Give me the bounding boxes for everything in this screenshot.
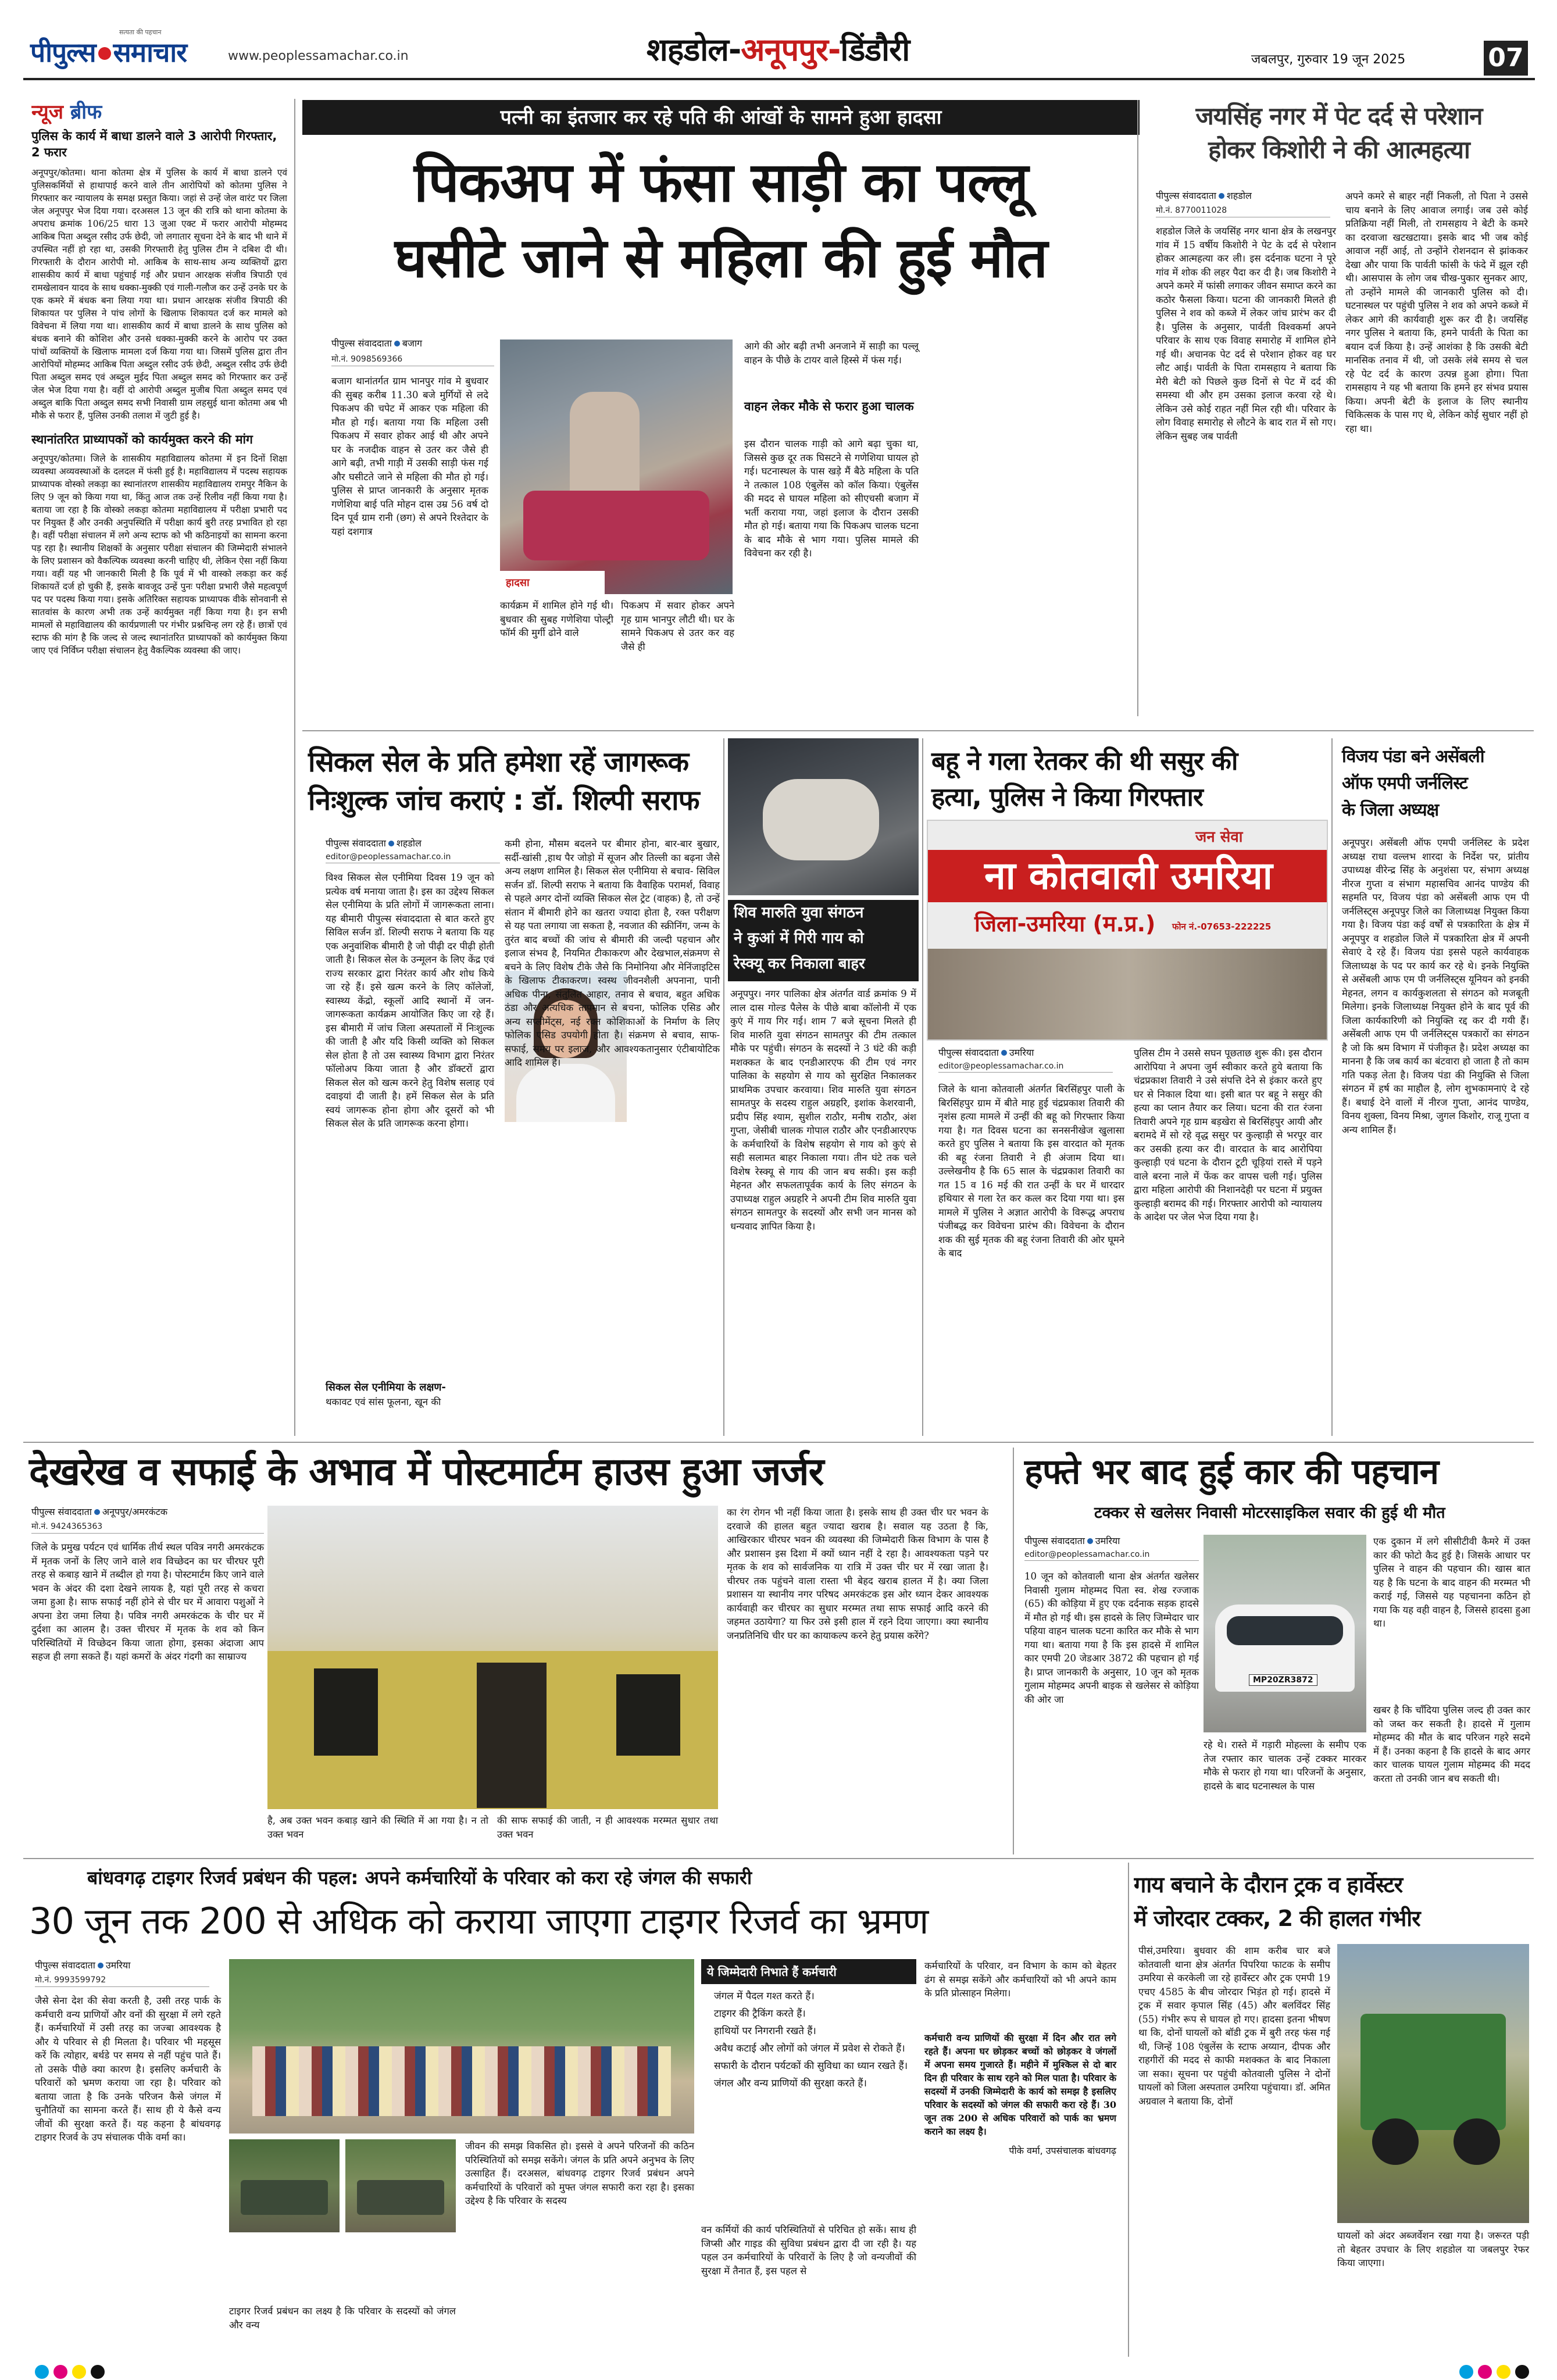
car-body-3: एक दुकान में लगे सीसीटीवी कैमरे में उक्त कार की फोटो कैद हुई है। जिसके आधार पर पुलिस ने वाहन की पहचान की। खास बात यह है कि घटना के बाद वाहन की मरम्मत भी कराई गई, जिससे यह पहचानना कठिन हो गया कि यह वही वाहन है, जिससे हादसा हुआ था। bbox=[1373, 1536, 1530, 1629]
cow-photo bbox=[728, 738, 919, 895]
brief-head-2: स्थानांतरित प्राध्यापकों को कार्यमुक्त करने की मांग bbox=[31, 433, 253, 446]
yellow-dot-icon bbox=[1497, 2365, 1510, 2379]
car-headline: हफ्ते भर बाद हुई कार की पहचान bbox=[1024, 1452, 1439, 1492]
bullet-icon bbox=[1219, 193, 1224, 199]
murder-body-1: जिले के थाना कोतवाली अंतर्गत बिरसिंहपुर पाली के बिरसिंहपुर ग्राम में बीते माह हुई चंद्रप्रकाश तिवारी की नृशंस हत्या मामले में उन्हीं की बहू को गिरफ्तार किया गया है। गत दिवस घटना का सनसनीखेज खुलासा करते हुए पुलिस ने बताया कि इस वारदात को मृतक की बहू रंजना तिवारी ने ही अंजाम दिया था। उल्लेखनीय है कि 65 साल के चंद्रप्रकाश तिवारी का गत 15 व 16 मई की रात उन्हीं के घर में धारदार हथियार से गला रेत कर कत्ल कर दिया गया था। इस मामले में पुलिस ने अज्ञात आरोपी के विरूद्ध अपराध पंजीबद्ध कर विवेचना प्रारंभ की। विवेचना के दौरान शक की सुई मृतक की बहू रंजना तिवारी की ओर घूमने के बाद bbox=[938, 1084, 1124, 1259]
vijay-headline-1: विजय पंडा बने असेंबली bbox=[1342, 746, 1484, 767]
bandhavgarh-body-5: कर्मचारियों के परिवार, वन विभाग के काम को बेहतर ढंग से समझ सकेंगे और कर्मचारियों को भी अपने काम के प्रति प्रोत्साहन मिलेगा। bbox=[924, 1960, 1116, 1999]
magenta-dot-icon bbox=[1478, 2365, 1492, 2379]
col-rule bbox=[1128, 1863, 1129, 2357]
family-photo bbox=[229, 1959, 694, 2134]
story-vijay bbox=[1336, 738, 1534, 1436]
pickup-photo bbox=[500, 340, 733, 594]
murder-headline-2: हत्या, पुलिस ने किया गिरफ्तार bbox=[931, 782, 1203, 812]
postmortem-headline: देखरेख व सफाई के अभाव में पोस्टमार्टम हाउस हुआ जर्जर bbox=[29, 1449, 824, 1494]
cyan-dot-icon bbox=[1459, 2365, 1473, 2379]
sickle-byline bbox=[326, 837, 500, 850]
cow-headline-1: शिव मारुति युवा संगठन bbox=[734, 904, 864, 921]
col-rule bbox=[1331, 738, 1333, 1436]
brief-label bbox=[31, 98, 287, 124]
black-dot-icon bbox=[1515, 2365, 1529, 2379]
group-shape bbox=[252, 2046, 671, 2116]
duty-item: सफारी के दौरान पर्यटकों की सुविधा का ध्यान रखते हैं। bbox=[714, 2060, 908, 2072]
cow-shape bbox=[763, 779, 879, 860]
bullet-icon bbox=[1087, 1538, 1093, 1544]
car-email: editor@peoplessamachar.co.in bbox=[1024, 1550, 1199, 1561]
col-rule bbox=[294, 99, 295, 1436]
car-byline bbox=[1024, 1535, 1199, 1548]
print-marks bbox=[0, 2363, 1557, 2380]
bullet-icon bbox=[94, 1509, 100, 1515]
bullet-icon bbox=[1001, 1050, 1007, 1056]
byline-name: पीपुल्स संवाददाता bbox=[326, 838, 386, 849]
sickle-email: editor@peoplessamachar.co.in bbox=[326, 852, 500, 863]
board-top-text: जन सेवा bbox=[1195, 828, 1243, 846]
duty-item: हाथियों पर निगरानी रखते हैं। bbox=[714, 2025, 816, 2037]
suicide-body-2: अपने कमरे से बाहर नहीं निकली, तो पिता ने उससे चाय बनाने के लिए आवाज लगाई। जब उसे कोई प्रतिक्रिया नहीं मिली, तो रामसहाय ने बेटी के कमरे का दरवाजा खटखटाया। इसके बाद भी जब कोई आवाज नहीं आई, तो उन्होंने रोशनदान से झांककर देखा और पाया कि पार्वती फांसी के फंदे में झूल रही थी। आसपास के लोग जब चीख-पुकार सुनकर आए, तो उन्होंने मामले की जानकारी पुलिस को दी। घटनास्थल पर पहुंची पुलिस ने शव को अपने कब्जे में लेकर आगे की कार्यवाही शुरू कर दी है। जयसिंह नगर पुलिस ने बताया कि, हमने पार्वती के पिता का बयान दर्ज किया है। उन्हें आशंका है कि उसकी बेटी मानसिक तनाव में थी, जो उसके लंबे समय से चल रहे पेट दर्द के कारण उत्पन्न हुआ होगा। पिता रामसहाय ने यह भी बताया कि हमने हर संभव प्रयास किया। अपनी बेटी के इलाज के लिए स्थानीय चिकित्सक के पास गए थे, लेकिन कोई सुधार नहीं हो रहा था। bbox=[1345, 191, 1528, 434]
board-sub-text: जिला-उमरिया (म.प्र.) bbox=[974, 911, 1156, 937]
car-body-1: 10 जून को कोतवाली थाना क्षेत्र अंतर्गत खलेसर निवासी गुलाम मोहम्मद पिता स्व. शेख रज्जाक (65) की कोड़िया में हुए एक दर्दनाक सड़क हादसे में मौत हो गई थी। इस हादसे के लिए जिम्मेदार चार पहिया वाहन चालक घटना कारित कर मौके से भाग गया था। बताया गया है कि इस हादसे में शामिल कार एमपी 20 जेडआर 3872 की पहचान हो गई है। प्राप्त जानकारी के अनुसार, 10 जून को मृतक गुलाम मोहम्मद अपनी बाइक से खलेसर से कोड़िया की ओर जा bbox=[1024, 1571, 1199, 1705]
bed-shape bbox=[523, 491, 709, 560]
magenta-dot-icon bbox=[53, 2365, 67, 2379]
wheel-shape bbox=[1372, 2118, 1419, 2165]
byline-place: शहडोल bbox=[1226, 190, 1252, 201]
harvester-shape bbox=[1360, 2014, 1506, 2130]
pickup-body-4b: इस दौरान चालक गाड़ी को आगे बढ़ा चुका था, जिससे कुछ दूर तक घिसटने से गणेशिया घायल हो गई। घटनास्थल के पास खड़े मैं बैठे महिला के पति ने तत्काल 108 एंबुलेंस को कॉल किया। एंबुलेंस की मदद से घायल महिला को सीएचसी बजाग में भर्ती कराया गया, जहां इलाज के दौरान उसकी मौत हो गई। बताया गया कि पिकअप चालक घटना के बाद मौके से भाग गया। पुलिस मामले की विवेचना कर रही है। bbox=[744, 438, 919, 559]
page-number: 07 bbox=[1484, 41, 1528, 76]
bandhavgarh-kicker: बांधवगढ़ टाइगर रिजर्व प्रबंधन की पहल: अपने कर्मचारियों के परिवार को करा रहे जंगल की सफारी bbox=[87, 1867, 752, 1889]
pickup-body-1: बजाग थानांतर्गत ग्राम भानपुर गांव मे बुधवार की सुबह करीब 11.30 बजे मुर्गियों से लदे पिकअप की चपेट में आकर एक महिला की मौत हो गई। बताया गया कि महिला उसी पिकअप में सवार होकर आई थी और अपने घर के नजदीक वाहन से उतर कर जैसे ही आगे बढ़ी, तभी गाड़ी में उसकी साड़ी फंस गई और घसीटते जाने से महिला की मौत हो गई। पुलिस से प्राप्त जानकारी के अनुसार मृतक गणेशिया बाई पति मोहन दास उम्र 56 वर्ष दो दिन पूर्व ग्राम रानी (छग) से अपने रिश्तेदार के यहां दशगात्र bbox=[331, 376, 488, 537]
vijay-headline-2: ऑफ एमपी जर्नलिस्ट bbox=[1342, 773, 1467, 794]
byline-place: उमरिया bbox=[1095, 1535, 1120, 1546]
byline-name: पीपुल्स संवाददाता bbox=[938, 1047, 999, 1058]
postmortem-caption-2: की साफ सफाई की जाती, न ही आवश्यक मरम्मत सुधार तथा उक्त भवन bbox=[497, 1815, 718, 1840]
col-rule bbox=[723, 738, 724, 1436]
jeep-photo-2 bbox=[345, 2139, 456, 2232]
brief-body-1: अनूपपुर/कोतमा। थाना कोतमा क्षेत्र में पुलिस के कार्य में बाधा डालने एवं पुलिसकर्मियों से हाथापाई करने वाले तीन आरोपियों को कोतमा पुलिस ने गिरफ्तार कर न्यायालय के समक्ष प्रस्तुत किया। जहां से उन्हें जेल वारंट पर जिला जेल अनूपपुर भेज दिया गया। दरअसल 13 जून की रात्रि को थाना कोतमा के अपराध क्रमांक 106/25 धारा 13 जुआ एक्ट में फरार आरोपी मोहम्मद आकिब पिता अब्दुल रसीद उर्फ छेदी, जो लगातार सूचना देने के बाद भी थाने में उपस्थित नहीं हो रहा था, उसकी गिरफ्तारी हेतु पुलिस टीम ने दबिश दी थी। गिरफ्तारी के दौरान आरोपी मो. आकिब के साथ-साथ अन्य व्यक्तियों द्वारा शासकीय कार्य में बाधा पहुंचाई गई और प्रधान आरक्षक संजीव त्रिपाठी एवं रामखेलावन यादव के साथ धक्का-मुक्की एवं गाली-गलौज कर उन्हें उनके घर के एक कमरे में बंधक बना लिया गया था। प्रधान आरक्षक संजीव त्रिपाठी की शिकायत पर पुलिस ने पांच लोगों के खिलाफ शिकायत दर्ज कर मामले को विवेचना में लिया गया था। शासकीय कार्य में बाधा डालने के साथ पुलिस को बंधक बनाने की कोशिश और उनसे धक्का-मुक्की करने के आरोप पर उक्त पांचों व्यक्तियों के खिलाफ मामला दर्ज किया गया था। जिसमें पुलिस द्वारा तीन आरोपियों मोहम्मद आकिब पिता अब्दुल रसीद उर्फ छेदी, अब्दुल रसीद उर्फ छेदी पिता अब्दुल समद एवं अब्दुल मुईद पिता अब्दुल समद को गिरफ्तार कर उन्हें जेल भेज दिया गया है। वहीं दो आरोपी अब्दुल मुजीब पिता अब्दुल समद एवं अब्दुल बाकि पिता अब्दुल समद सभी निवासी ग्राम लहसुई थाना कोतमा अब भी मौके से फरार हैं, पुलिस उनकी तलाश में जुटी हुई है। bbox=[31, 167, 287, 421]
board-main-text: ना कोतवाली उमरिया bbox=[928, 850, 1328, 902]
bandhavgarh-body-1: जैसे सेना देश की सेवा करती है, उसी तरह पार्क के कर्मचारी वन्य प्राणियों और वनों की सुरक्षा में लगे रहते हैं। कर्मचारियों में उसी तरह का जज्बा आवश्यक है और ये परिवार से ही मिलता है। परिवार भी महसूस करें कि त्योहार, बर्थडे पर समय से नहीं पहुंच पाते हैं। तो उसके पीछे क्या कारण है। इसलिए कर्मचारी के परिवारों को भ्रमण कराया जा रहा है। परिवार को बताया जाता है कि उनके परिजन कैसे जंगल में चुनौतियों का सामना करते हैं। साथ ही ये कैसे वन्य जीवों की सुरक्षा करते हैं। यह कहना है बांधवगढ़ टाइगर रिजर्व के उप संचालक पीके वर्मा का। bbox=[35, 1995, 221, 2143]
suicide-body-1: शहडोल जिले के जयसिंह नगर थाना क्षेत्र के लखनपुर गांव में 15 वर्षीय किशोरी ने पेट के दर्द से परेशान होकर आत्महत्या कर ली। इस दर्दनाक घटना ने पूरे गांव में शोक की लहर पैदा कर दी है। जब किशोरी ने अपने कमरे में फांसी लगाकर जीवन समाप्त करने का कठोर फैसला किया। घटना की जानकारी मिलते ही पुलिस ने शव को कब्जे में लेकर जांच प्रारंभ कर दी है। पुलिस के अनुसार, पार्वती विश्वकर्मा अपने परिवार के साथ एक विवाह समारोह में शामिल होने गई थी। अचानक पेट दर्द से परेशान होकर वह घर लौट आई। पार्वती के पिता रामसहाय ने बताया कि मेरी बेटी को पिछले कुछ दिनों से पेट में दर्द की समस्या थी और हम उसका इलाज करवा रहे थे। लेकिन उसे कोई राहत नहीं मिल रही थी। परिवार के लोग विवाह समारोह से लौटने के बाद रात में सो गए। लेकिन सुबह जब पार्वती bbox=[1156, 226, 1336, 442]
duty-item: अवैध कटाई और लोगों को जंगल में प्रवेश से रोकते हैं। bbox=[714, 2043, 905, 2054]
story-harvester bbox=[1134, 1863, 1534, 2357]
bullet-icon bbox=[394, 341, 400, 346]
suicide-headline-1: जयसिंह नगर में पेट दर्द से परेशान bbox=[1195, 102, 1483, 130]
col-rule bbox=[922, 738, 923, 1436]
byline-name: पीपुल्स संवाददाता bbox=[331, 338, 392, 349]
pickup-body-4a: आगे की ओर बढ़ी तभी अनजाने में साड़ी का पल्लू वाहन के पीछे के टायर वाले हिस्से में फंस गई। bbox=[744, 341, 919, 366]
masthead bbox=[0, 0, 1557, 81]
pickup-headline-1: पिकअप में फंसा साड़ी का पल्लू bbox=[414, 151, 1028, 215]
cow-headline-box bbox=[728, 900, 919, 981]
news-brief bbox=[31, 98, 287, 1441]
pickup-mobile: मो.नं. 9098569366 bbox=[331, 353, 494, 366]
story-postmortem bbox=[23, 1448, 1023, 1854]
duty-list bbox=[701, 1988, 916, 2092]
sickle-subhead: सिकल सेल एनीमिया के लक्षण- bbox=[326, 1381, 446, 1393]
postmortem-caption-1: है, अब उक्त भवन कबाड़ खाने की स्थिति में आ गया है। न तो उक्त भवन bbox=[267, 1815, 488, 1840]
masthead-rule bbox=[23, 78, 1535, 80]
story-sickle bbox=[302, 738, 721, 1436]
harvester-photo bbox=[1337, 1944, 1529, 2223]
row-rule bbox=[23, 1858, 1534, 1859]
brief-body-2: अनूपपुर/कोतमा। जिले के शासकीय महाविद्यालय कोतमा में इन दिनों शिक्षा व्यवस्था अव्यवस्थाओं के दलदल में फंसी हुई है। महाविद्यालय में पदस्थ सहायक प्राध्यापक वोस्को लकड़ा का स्थानांतरण शासकीय महाविद्यालय रामपुर नैकिन के लिए 9 जून को किया गया था, किंतु आज तक उन्हें रिलीव नहीं किया गया है। बताया जा रहा है कि वोस्को लकड़ा कोतमा महाविद्यालय में परीक्षा प्रभारी पद पर नियुक्त हैं और उनकी अनुपस्थिति में परीक्षा कार्य बुरी तरह प्रभावित हो रहा है। वहीं परीक्षा संचालन में लगे अन्य स्टाफ को भी कठिनाइयों का सामना करना पड़ रहा है। स्थानीय शिक्षकों के अनुसार परीक्षा संचालन की जिम्मेदारी संभालने के लिए प्रशासन को वैकल्पिक व्यवस्था करनी चाहिए थी, लेकिन ऐसा नहीं किया गया। वहीं यह भी जानकारी मिली है कि पूर्व में भी वास्को लकड़ा कर कई शिकायतें दर्ज हो चुकी हैं, इसके बावजूद उन्हें पुनः परीक्षा प्रभारी जैसे महत्वपूर्ण पद पर पदस्थ किया गया। इसके अतिरिक्त सहायक प्राध्यापक वीके सोनवानी से सातवांस के कारण अभी तक उन्हें कार्यमुक्त नहीं किया गया है। इन सभी मामलों से महाविद्यालय की कार्यप्रणाली पर गंभीर प्रश्नचिन्ह लग रहे हैं। छात्रों एवं स्टाफ की मांग है कि जल्द से जल्द स्थानांतरित प्राध्यापकों को कार्यमुक्त किया जाए एवं निर्विघ्न परीक्षा संचालन हेतु वैकल्पिक व्यवस्था की जाए। bbox=[31, 453, 287, 656]
byline-place: उमरिया bbox=[1009, 1047, 1034, 1058]
bandhavgarh-body-3: टाइगर रिजर्व प्रबंधन का लक्ष्य है कि परिवार के सदस्यों को जंगल और वन्य bbox=[229, 2306, 456, 2331]
duty-item: टाइगर की ट्रैकिंग करते हैं। bbox=[714, 2008, 806, 2020]
cow-body: अनूपपुर। नगर पालिका क्षेत्र अंतर्गत वार्ड क्रमांक 9 में लाल दास गोल्ड पैलेस के पीछे बाबा कॉलोनी में एक कुएं में गाय गिर गई। शाम 7 बजे सूचना मिलते ही शिव मारुति युवा संगठन सामतपुर की टीम तत्काल मौके पर पहुंची। संगठन के सदस्यों ने 3 घंटे की कड़ी मशक्कत के बाद एनडीआरएफ की टीम एवं नगर पालिका के सहयोग से गाय को सुरक्षित निकालकर प्राथमिक उपचार करवाया। शिव मारुति युवा संगठन सामतपुर के सदस्य राहुल अग्रहरि, इशांक केशरवानी, प्रदीप सिंह श्याम, सुशील राठौर, मनीष राठौर, अंश गुप्ता, जेसीबी चालक गोपाल राठौर और एनडीआरएफ के कर्मचारियों के विशेष सहयोग से गाय को कुएं से सही सलामत बाहर निकाला गया। तीन घंटे तक चले विशेष रेस्क्यू से गाय की जान बच सकी। इस कड़ी मेहनत और सफलतापूर्वक कार्य के लिए संगठन के उपाध्यक्ष राहुल अग्रहरि ने अपनी टीम शिव मारुति युवा संगठन सामतपुर के सदस्यों और सभी जन मानस को धन्यवाद ज्ञापित किया है। bbox=[730, 988, 916, 1232]
pickup-kicker: पत्नी का इंतजार कर रहे पति की आंखों के सामने हुआ हादसा bbox=[302, 100, 1140, 135]
yellow-dot-icon bbox=[72, 2365, 86, 2379]
car-body-2: रहे थे। रास्ते में गड़ारी मोहल्ला के समीप एक तेज रफ्तार कार चालक उन्हें टक्कर मारकर मौके से फरार हो गया था। परिजनों के अनुसार, हादसे के बाद घटनास्थल के पास bbox=[1204, 1739, 1366, 1792]
postmortem-body-1: जिले के प्रमुख पर्यटन एवं धार्मिक तीर्थ स्थल पवित्र नगरी अमरकंटक में मृतक जनों के लिए जाने वाले शव विच्छेदन का घर चीरघर पूरी तरह से कबाड़ खाने में तब्दील हो गया है। पोस्टमार्टम किए जाने वाले भवन के अंदर की दशा देखने लायक है, यहां पूरी तरह से कचरा जमा हुआ है। साफ सफाई नहीं होने से चीर घर में आवारा पशुओं ने अपना डेरा जमा लिया है। पवित्र नगरी अमरकंटक के चीर घर में दुर्दशा का आलम है। उक्त चीरघर में मृतक के शव को किन परिस्थितियों में विच्छेदन किया जाता होगा, इसका अंदाजा आप सहज ही लगा सकते हैं। यहां कमरों के अंदर गंदगी का साम्राज्य bbox=[31, 1542, 264, 1662]
door-shape bbox=[477, 1663, 547, 1808]
cow-headline-2: ने कुआं में गिरी गाय को bbox=[734, 930, 864, 947]
sickle-headline-1: सिकल सेल के प्रति हमेशा रहें जागरूक bbox=[308, 746, 689, 778]
byline-name: पीपुल्स संवाददाता bbox=[31, 1506, 92, 1517]
quote-byline: पीके वर्मा, उपसंचालक बांधवगढ़ bbox=[1009, 2145, 1116, 2156]
pickup-body-3: पिकअप में सवार होकर अपने गृह ग्राम भानपुर लौटी थी। घर के सामने पिकअप से उतर कर वह जैसे ही bbox=[621, 600, 734, 652]
building-shape bbox=[928, 949, 1328, 1041]
story-cow bbox=[728, 738, 919, 1436]
masthead-url: www.peoplessamachar.co.in bbox=[228, 49, 409, 63]
duty-item: जंगल और वन्य प्राणियों की सुरक्षा करते हैं। bbox=[714, 2078, 867, 2089]
car-body-4: खबर है कि चाँदिया पुलिस जल्द ही उक्त कार को जब्त कर सकती है। हादसे में गुलाम मोहम्मद की मौत के बाद परिजन गहरे सदमे में हैं। उनका कहना है कि हादसे के बाद अगर कार चालक घायल गुलाम मोहम्मद की मदद करता तो उनकी जान बच सकती थी। bbox=[1373, 1704, 1530, 1784]
bandhavgarh-body-2: जीवन की समझ विकसित हो। इससे वे अपने परिजनों की कठिन परिस्थितियों को समझ सकेंगे। जंगल के प्रति अपने अनुभव के लिए उत्साहित हैं। दरअसल, बांधवगढ़ टाइगर रिजर्व प्रबंधन अपने कर्मचारियों के परिवारों को मुफ्त जंगल सफारी करा रहा है। इसका उद्देश्य है कि परिवार के सदस्य bbox=[465, 2140, 694, 2206]
cyan-dot-icon bbox=[35, 2365, 49, 2379]
story-suicide bbox=[1144, 100, 1534, 722]
sickle-headline-2: निःशुल्क जांच कराएं : डॉ. शिल्पी सराफ bbox=[308, 784, 699, 817]
byline-place: उमरिया bbox=[105, 1960, 131, 1971]
vijay-headline-3: के जिला अध्यक्ष bbox=[1342, 800, 1439, 820]
section-a: शहडोल- bbox=[647, 31, 741, 68]
postmortem-mobile: मो.नं. 9424365363 bbox=[31, 1521, 264, 1534]
sickle-body-2: कमी होना, मौसम बदलने पर बीमार होना, बार-बार बुखार, सर्दी-खांसी ,हाथ पैर जोड़ो में सूजन और तिल्ली का बढ़ना जैसे अन्य लक्षण शामिल है। सिकल सेल एनीमिया से बचाव- सिविल सर्जन डॉ. शिल्पी सराफ ने बताया कि वैवाहिक परामर्श, विवाह से पहले अगर दोनों व्यक्ति सिकल सेल ट्रेट (वाहक) है, तो उन्हें संतान में बीमारी होने का खतरा ज्यादा होता है, रक्त परीक्षण से यह पता लगाया जा सकता है, नवजात की स्क्रीनिंग, जन्म के तुरंत बाद बच्चों की जांच से बीमारी की जल्दी पहचान और इलाज संभव है, नियमित टीकाकरण और देखभाल,संक्रमण से बचने के लिए विशेष टीके जैसे कि निमोनिया और मेनिंजाइटिस के खिलाफ टीकाकरण। स्वस्थ जीवनशैली अपनाना, पानी अधिक पीना, संतुलित आहार, तनाव से बचाव, बहुत अधिक ठंडा और अत्यधिक तापमान से बचना, फोलिक एसिड और अन्य सप्लीमेंट्स, नई रक्त कोशिकाओं के निर्माण के लिए फोलिक एसिड उपयोगी होता है। संक्रमण से बचाव, साफ-सफाई, समय पर इलाज, और आवश्यकतानुसार एंटीबायोटिक आदि शामिल है। bbox=[505, 838, 720, 1068]
coat-shape bbox=[516, 1064, 615, 1122]
board-phone-text: फोन नं.-07653-222225 bbox=[1172, 921, 1272, 932]
postmortem-body-2: का रंग रोगन भी नहीं किया जाता है। इसके साथ ही उक्त चीर घर भवन के दरवाजे की हालत बहुत ज्यादा खराब है। सवाल यह उठता है कि, आखिरकार चीरघर भवन की व्यवस्था की जिम्मेदारी किस विभाग के पास है और प्रशासन इस दिशा में क्यों ध्यान नहीं दे रहा है। आवश्यकता पड़ने पर मृतक के शव को सार्वजनिक या रात्रि में उक्त चीर घर में रखा जाता है। चीरघर तक पहुंचने वाला रास्ता भी बेहद खराब हालत में है। क्या जिला प्रशासन या स्थानीय नगर परिषद अमरकंटक इस ओर ध्यान देकर आवश्यक कार्यवाही कर चीरघर का सुधार मरम्मत तथा साफ सफाई आदि करने की जहमत उठायेगा? या फिर उसे इसी हाल में रहने दिया जाएगा। क्या स्थानीय जनप्रतिनिधि चीर घर का कायाकल्प करने हेतु प्रयास करेंगे? bbox=[727, 1507, 988, 1641]
suicide-byline bbox=[1156, 190, 1330, 202]
kotwali-board-photo bbox=[927, 820, 1328, 1041]
byline-place: बजाग bbox=[402, 338, 423, 349]
quote-text: कर्मचारी वन्य प्राणियों की सुरक्षा में दिन और रात लगे रहते हैं। अपना घर छोड़कर बच्चों को छोड़कर वे जंगलों में अपना समय गुजारते हैं। महीने में मुश्किल से दो बार दिन ही परिवार के साथ रहने को मिल पाता है। परिवार के सदस्यों में उनकी जिम्मेदारी के कार्य को समझ है इसलिए परिवार के सदस्यों को जंगल की सफारी करा रहे हैं। 30 जून तक 200 से अधिक परिवारों को पार्क का भ्रमण कराने का लक्ष्य है। bbox=[924, 2032, 1116, 2137]
col-rule bbox=[1013, 1448, 1014, 1854]
sickle-body-1: विश्व सिकल सेल एनीमिया दिवस 19 जून को प्रत्येक वर्ष मनाया जाता है। इस का उद्देश्य सिकल सेल एनीमिया के प्रति लोगों में जागरूकता लाना। यह बीमारी पीपुल्स संवाददाता से बात करते हुए सिविल सर्जन डॉ. शिल्पी सराफ ने बताया कि यह एक अनुवांशिक बीमारी है जो पीढ़ी दर पीढ़ी होती जाती है। सिकल सेल के उन्मूलन के लिए केंद्र एवं राज्य सरकार द्वारा निरंतर कार्य और शोध किये जा रहे हैं। इसे खत्म करने के लिए कॉलेजों, स्वास्थ्य केंद्रो, स्कूलों आदि स्थानों में जन-जागरूकता कार्यक्रम आयोजित किए जा रहे हैं। इस बीमारी में जांच जिला अस्पतालों में निःशुल्क की जाती है और यदि किसी व्यक्ति को सिकल सेल होता है तो उस स्वास्थ्य विभाग द्वारा निरंतर फॉलोअप किया जाता है और डॉक्टरों द्वारा सिकल सेल को खत्म करने हेतु विशेष सलाह एवं दवाइयां दी जाती है। हमें सिकल सेल के प्रति स्वयं जागरूक होना होगा और दूसरों को भी सिकल सेल के प्रति जागरूक करना होगा। bbox=[326, 872, 494, 1129]
suicide-headline-2: होकर किशोरी ने की आत्महत्या bbox=[1208, 135, 1470, 164]
bandhavgarh-headline: 30 जून तक 200 से अधिक को कराया जाएगा टाइगर रिजर्व का भ्रमण bbox=[29, 1900, 929, 1942]
bandhavgarh-mobile: मो.नं. 9993599792 bbox=[35, 1974, 209, 1987]
row-rule bbox=[302, 730, 1534, 731]
byline-name: पीपुल्स संवाददाता bbox=[1156, 190, 1216, 201]
story-bandhavgarh bbox=[23, 1863, 1122, 2357]
murder-body-2: पुलिस टीम ने उससे सघन पूछताछ शुरू की। इस दौरान आरोपिया ने अपना जुर्म स्वीकार करते हुये बताया कि चंद्रप्रकाश तिवारी ने उसे संपत्ति देने से इंकार करते हुए घर से निकाल दिया था। इसी बात पर बहू ने ससुर की हत्या का प्लान तैयार कर लिया। घटना की रात रंजना तिवारी अपने गृह ग्राम बड़खेरा से बिरसिंहपुर आयी और बरामदे में सो रहे वृद्ध ससुर पर कुल्हाड़ी से भरपूर वार कर उसकी हत्या कर दी। वारदात के बाद आरोपिया कुल्हाड़ी एवं घटना के दौरान टूटी चूड़ियां रास्ते में पड़ने वाले बरना नाले में फेंक कर वापस चली गई। पुलिस द्वारा महिला आरोपी की निशानदेही पर घटना में प्रयुक्त कुल्हाड़ी बरामद की गई। गिरफ्तार आरोपी को न्यायालय के आदेश पर जेल भेज दिया गया है। bbox=[1134, 1048, 1322, 1223]
photo-label-text: हादसा bbox=[506, 577, 530, 589]
logo-dot-icon bbox=[98, 47, 111, 60]
logo-post: समाचार bbox=[113, 37, 187, 68]
section-title bbox=[647, 27, 909, 70]
murder-headline-1: बहू ने गला रेतकर की थी ससुर की bbox=[931, 746, 1238, 776]
sickle-body-1b: थकावट एवं सांस फूलना, खून की bbox=[326, 1396, 441, 1407]
row-rule bbox=[23, 1442, 1534, 1443]
harvester-body-2: घायलों को अंदर अब्जर्वेशन रखा गया है। जरूरत पड़ी तो बेहतर उपचार के लिए शहडोल या जबलपुर रेफर किया जाएगा। bbox=[1337, 2230, 1529, 2268]
postmortem-byline bbox=[31, 1506, 276, 1518]
story-pickup bbox=[302, 100, 1140, 734]
jeep-shape bbox=[241, 2180, 328, 2215]
suicide-mobile: मो.नं. 8770011028 bbox=[1156, 205, 1330, 217]
section-b: अनूपपुर- bbox=[741, 31, 841, 68]
vijay-body: अनूपपुर। असेंबली ऑफ एमपी जर्नलिस्ट के प्रदेश अध्यक्ष राधा वल्लभ शारदा के निर्देश पर, प्रांतीय उपाध्यक्ष वीरेन्द्र सिंह के अनुशंसा पर, संभाग अध्यक्ष नीरज गुप्ता व संभाग महासचिव आनंद पाण्डेय की सहमति पर, विजय पंडा को असेंबली आफ एम पी जर्नलिस्ट्स अनूपपुर जिले का जिलाध्यक्ष नियुक्त किया गया है। विजय पंडा कई वर्षों से पत्रकारिता के क्षेत्र में अनूपपुर व शहडोल जिले में पत्रकारिता क्षेत्र में अपनी सेवाएं दे रहे हैं। विजय पंडा इससे पहले कार्यवाहक जिलाध्यक्ष के पद पर कार्य कर रहे थे। इनके नियुक्ति से असेंबली आफ एम पी जर्नलिस्ट्स यूनियन को इनकी मेहनत, लगन व कार्यकुशलता से संगठन को मजबूती मिलेगा। इनके जिलाध्यक्ष नियुक्त होने के बाद पूर्व की जिला कार्यकारिणी को नियुक्ति रद्द कर दी गयी हैं। असेंबली आफ एम पी जर्नलिस्ट्स पत्रकारों का संगठन है जो कि श्रम विभाग में पंजीकृत है। प्रदेश अध्यक्ष का मानना है कि जब कार्य का बंटवारा हो जाता है तो काम गति पकड़ लेता है। विजय पंडा की नियुक्ति से जिला संगठन में हर्ष का माहौल है, लोग शुभकामनाएं दे रहे हैं। बधाई देने वालों में नीरज गुप्ता, आनंद पाण्डेय, विनय शुक्ला, विनय मिश्रा, जुगल किशोर, राजू गुप्ता व अन्य शामिल हैं। bbox=[1342, 837, 1529, 1135]
murder-email: editor@peoplessamachar.co.in bbox=[938, 1062, 1113, 1073]
wheel-shape bbox=[1454, 2118, 1500, 2165]
section-c: डिंडौरी bbox=[840, 31, 910, 68]
jeep-photo-1 bbox=[229, 2139, 340, 2232]
brief-label-a: न्यूज bbox=[31, 101, 70, 124]
brief-head-1: पुलिस के कार्य में बाधा डालने वाले 3 आरोपी गिरफ्तार, 2 फरार bbox=[31, 129, 277, 159]
pickup-body-2: कार्यक्रम में शामिल होने गई थी। बुधवार की सुबह गणेशिया पोल्ट्री फॉर्म की मुर्गी ढोने वाले bbox=[500, 600, 613, 638]
issue-date: जबलपुर, गुरुवार 19 जून 2025 bbox=[1251, 52, 1406, 67]
cow-headline-3: रेस्क्यू कर निकाला बाहर bbox=[734, 955, 865, 973]
pickup-photo-label bbox=[500, 571, 605, 594]
windshield-shape bbox=[1227, 1616, 1343, 1645]
brief-label-b: ब्रीफ bbox=[70, 101, 102, 124]
duty-item: जंगल में पैदल गश्त करते हैं। bbox=[714, 1991, 815, 2002]
bullet-icon bbox=[98, 1963, 103, 1968]
byline-name: पीपुल्स संवाददाता bbox=[35, 1960, 95, 1971]
car-plate: MP20ZR3872 bbox=[1249, 1674, 1317, 1686]
duty-box-title: ये जिम्मेदारी निभाते हैं कर्मचारी bbox=[701, 1959, 916, 1984]
window-shape bbox=[314, 1668, 378, 1756]
black-dot-icon bbox=[91, 2365, 105, 2379]
pickup-headline-2: घसीटे जाने से महिला की हुई मौत bbox=[394, 227, 1048, 290]
byline-place: अनूपपुर/अमरकंटक bbox=[102, 1506, 168, 1517]
car-photo bbox=[1204, 1535, 1366, 1732]
col-rule bbox=[1137, 100, 1138, 716]
logo-pre: पीपुल्स bbox=[30, 37, 96, 68]
byline-name: पीपुल्स संवाददाता bbox=[1024, 1535, 1085, 1546]
jeep-shape bbox=[357, 2180, 444, 2215]
bullet-icon bbox=[388, 841, 394, 846]
harvester-body-1: पीसं,उमरिया। बुधवार की शाम करीब चार बजे कोतवाली थाना क्षेत्र अंतर्गत पिपरिया फाटक के समीप उमरिया से करकेली जा रहे हार्वेस्टर और ट्रक एमपी 19 एचए 4585 के बीच जोरदार भिड़ंत हो गई। हादसे में ट्रक में सवार कृपाल सिंह (45) और बलविंदर सिंह (55) गंभीर रूप से घायल हो गए। हादसा इतना भीषण था कि, दोनों घायलों को बॉडी ट्रक में बुरी तरह फंस गई थी, जिन्हें 108 एंबुलेंस के स्टाफ अय्यान, दीपक और राहगीरों की मदद से काफी मशक्कत के बाद निकाला जा सका। सूचना पर पहुंची कोतवाली पुलिस ने दोनों घायलों को जिला अस्पताल उमरिया पहुंचाया। डॉ. अमित अग्रवाल ने बताया कि, दोनों bbox=[1138, 1945, 1330, 2107]
byline-place: शहडोल bbox=[396, 838, 422, 849]
story-murder bbox=[927, 738, 1328, 1436]
bandhavgarh-byline bbox=[35, 1959, 209, 1972]
masthead-logo bbox=[30, 34, 187, 70]
pickup-byline bbox=[331, 337, 494, 350]
window-shape bbox=[616, 1674, 680, 1756]
bandhavgarh-body-4: वन कर्मियों की कार्य परिस्थितियों से परिचित हो सकें। साथ ही जिप्सी और गाइड की सुविधा प्रबंधन द्वारा दी जा रही है। यह पहल उन कर्मचारियों के परिवारों के लिए है जो वन्यजीवों की सुरक्षा में तैनात हैं, इस पहल से bbox=[701, 2224, 916, 2277]
murder-byline bbox=[938, 1046, 1113, 1059]
postmortem-photo bbox=[267, 1506, 718, 1809]
quote-box bbox=[924, 2031, 1116, 2349]
car-subheadline: टक्कर से खलेसर निवासी मोटरसाइकिल सवार की हुई थी मौत bbox=[1094, 1504, 1445, 1522]
pickup-subhead: वाहन लेकर मौके से फरार हुआ चालक bbox=[744, 399, 914, 413]
story-car bbox=[1019, 1448, 1534, 1854]
harvester-headline-2: में जोरदार टक्कर, 2 की हालत गंभीर bbox=[1134, 1906, 1420, 1931]
duty-box bbox=[701, 1959, 916, 2215]
harvester-headline-1: गाय बचाने के दौरान ट्रक व हार्वेस्टर bbox=[1134, 1872, 1403, 1897]
logo-tagline: सत्यता की पहचान bbox=[119, 28, 162, 36]
